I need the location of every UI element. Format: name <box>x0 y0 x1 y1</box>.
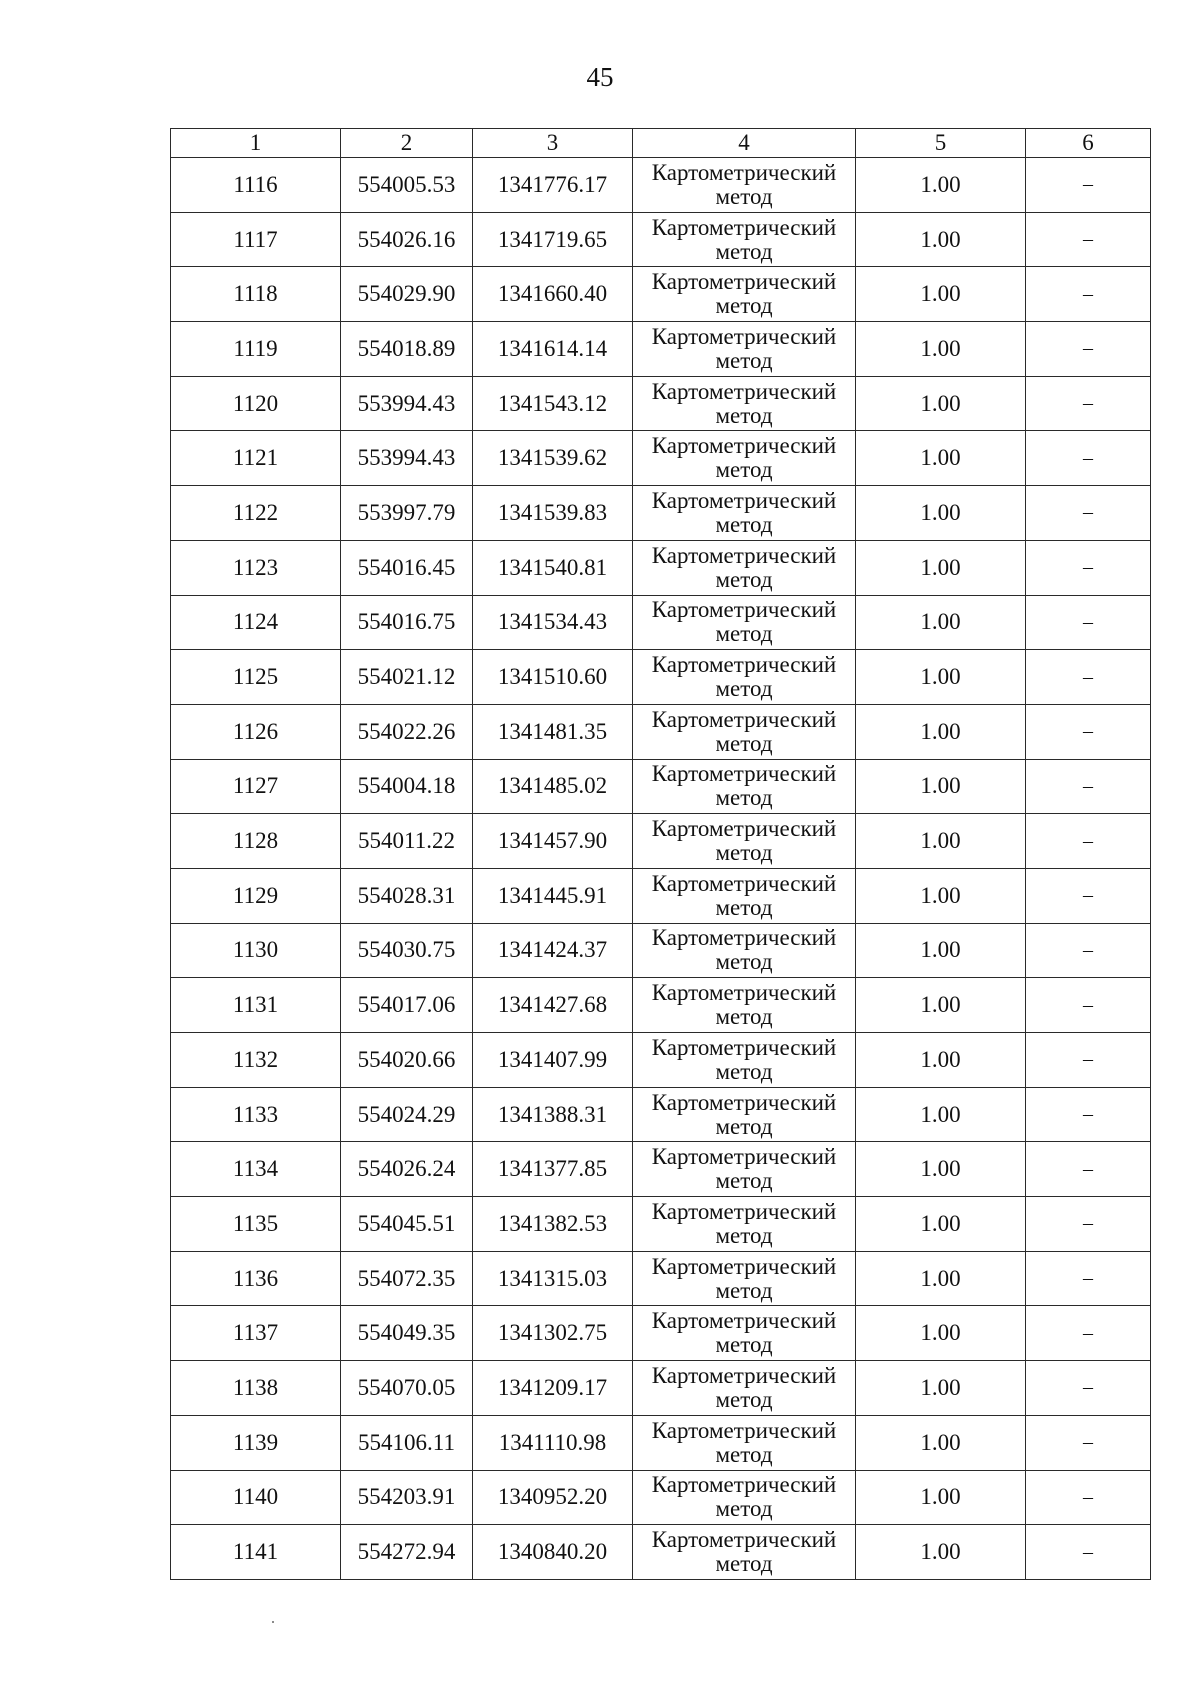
point-number-cell: 1134 <box>171 1142 341 1197</box>
x-coordinate-cell: 554045.51 <box>341 1197 473 1252</box>
method-line-2: метод <box>715 949 773 975</box>
method-cell <box>633 1251 856 1306</box>
note-cell: – <box>1026 814 1151 869</box>
scan-speck <box>272 1621 274 1623</box>
note-cell: – <box>1026 486 1151 541</box>
y-coordinate-cell: 1341776.17 <box>473 158 633 213</box>
method-cell <box>633 431 856 486</box>
method-line-2: метод <box>715 1004 773 1030</box>
column-header-3: 3 <box>473 129 633 158</box>
method-line-2: метод <box>715 566 773 592</box>
y-coordinate-cell: 1341539.83 <box>473 486 633 541</box>
method-line-2: метод <box>715 676 773 702</box>
method-cell <box>633 1525 856 1580</box>
method-line-1: Картометрический <box>651 597 837 623</box>
method-line-1: Картометрический <box>651 433 837 459</box>
x-coordinate-cell: 554024.29 <box>341 1087 473 1142</box>
method-line-2: метод <box>715 840 773 866</box>
note-cell: – <box>1026 650 1151 705</box>
method-cell <box>633 1306 856 1361</box>
table-row <box>171 1306 1151 1361</box>
method-cell <box>633 1087 856 1142</box>
column-header-5: 5 <box>856 129 1026 158</box>
method-cell <box>633 267 856 322</box>
method-line-2: метод <box>715 1441 773 1467</box>
table-row <box>171 267 1151 322</box>
method-line-2: метод <box>715 183 773 209</box>
x-coordinate-cell: 554203.91 <box>341 1470 473 1525</box>
y-coordinate-cell: 1341719.65 <box>473 212 633 267</box>
table-row <box>171 212 1151 267</box>
note-cell: – <box>1026 322 1151 377</box>
method-cell <box>633 1470 856 1525</box>
accuracy-cell: 1.00 <box>856 650 1026 705</box>
method-line-1: Картометрический <box>651 1472 837 1498</box>
method-line-2: метод <box>715 1277 773 1303</box>
x-coordinate-cell: 554016.75 <box>341 595 473 650</box>
point-number-cell: 1137 <box>171 1306 341 1361</box>
accuracy-cell: 1.00 <box>856 212 1026 267</box>
method-cell <box>633 212 856 267</box>
table-row <box>171 1087 1151 1142</box>
method-line-1: Картометрический <box>651 159 837 185</box>
x-coordinate-cell: 554005.53 <box>341 158 473 213</box>
method-cell <box>633 650 856 705</box>
method-line-1: Картометрический <box>651 1089 837 1115</box>
y-coordinate-cell: 1341427.68 <box>473 978 633 1033</box>
method-cell <box>633 1361 856 1416</box>
method-line-2: метод <box>715 457 773 483</box>
method-line-2: метод <box>715 511 773 537</box>
y-coordinate-cell: 1341614.14 <box>473 322 633 377</box>
method-line-1: Картометрический <box>651 761 837 787</box>
note-cell: – <box>1026 1251 1151 1306</box>
method-line-1: Картометрический <box>651 269 837 295</box>
table-row <box>171 814 1151 869</box>
y-coordinate-cell: 1341540.81 <box>473 540 633 595</box>
x-coordinate-cell: 554021.12 <box>341 650 473 705</box>
method-line-2: метод <box>715 1496 773 1522</box>
note-cell: – <box>1026 759 1151 814</box>
x-coordinate-cell: 554026.24 <box>341 1142 473 1197</box>
table-row <box>171 1470 1151 1525</box>
point-number-cell: 1131 <box>171 978 341 1033</box>
table-body <box>171 158 1151 1580</box>
method-line-2: метод <box>715 1551 773 1577</box>
column-header-6: 6 <box>1026 129 1151 158</box>
table-row <box>171 704 1151 759</box>
method-line-2: метод <box>715 238 773 264</box>
point-number-cell: 1129 <box>171 868 341 923</box>
method-line-1: Картометрический <box>651 706 837 732</box>
table-row <box>171 376 1151 431</box>
accuracy-cell: 1.00 <box>856 704 1026 759</box>
method-cell <box>633 814 856 869</box>
accuracy-cell: 1.00 <box>856 1361 1026 1416</box>
accuracy-cell: 1.00 <box>856 1525 1026 1580</box>
method-line-1: Картометрический <box>651 487 837 513</box>
note-cell: – <box>1026 1197 1151 1252</box>
table-row <box>171 759 1151 814</box>
accuracy-cell: 1.00 <box>856 978 1026 1033</box>
y-coordinate-cell: 1341377.85 <box>473 1142 633 1197</box>
accuracy-cell: 1.00 <box>856 486 1026 541</box>
x-coordinate-cell: 554030.75 <box>341 923 473 978</box>
y-coordinate-cell: 1341660.40 <box>473 267 633 322</box>
y-coordinate-cell: 1341382.53 <box>473 1197 633 1252</box>
column-header-2: 2 <box>341 129 473 158</box>
method-cell <box>633 978 856 1033</box>
note-cell: – <box>1026 1415 1151 1470</box>
point-number-cell: 1125 <box>171 650 341 705</box>
point-number-cell: 1128 <box>171 814 341 869</box>
point-number-cell: 1141 <box>171 1525 341 1580</box>
method-line-2: метод <box>715 1058 773 1084</box>
table-header <box>171 129 1151 158</box>
note-cell: – <box>1026 1525 1151 1580</box>
method-cell <box>633 759 856 814</box>
x-coordinate-cell: 554020.66 <box>341 1033 473 1088</box>
method-line-1: Картометрический <box>651 816 837 842</box>
method-line-1: Картометрический <box>651 1253 837 1279</box>
method-line-2: метод <box>715 785 773 811</box>
x-coordinate-cell: 554106.11 <box>341 1415 473 1470</box>
method-line-2: метод <box>715 730 773 756</box>
table-row <box>171 158 1151 213</box>
coordinates-table <box>170 128 1151 1580</box>
point-number-cell: 1127 <box>171 759 341 814</box>
point-number-cell: 1126 <box>171 704 341 759</box>
header-row <box>171 129 1151 158</box>
table-row <box>171 431 1151 486</box>
method-cell <box>633 595 856 650</box>
method-line-2: метод <box>715 621 773 647</box>
accuracy-cell: 1.00 <box>856 1470 1026 1525</box>
method-line-2: метод <box>715 1332 773 1358</box>
method-cell <box>633 322 856 377</box>
accuracy-cell: 1.00 <box>856 814 1026 869</box>
method-cell <box>633 1197 856 1252</box>
method-line-1: Картометрический <box>651 323 837 349</box>
x-coordinate-cell: 554016.45 <box>341 540 473 595</box>
table-row <box>171 1033 1151 1088</box>
accuracy-cell: 1.00 <box>856 868 1026 923</box>
table-row <box>171 1415 1151 1470</box>
point-number-cell: 1135 <box>171 1197 341 1252</box>
method-line-1: Картометрический <box>651 652 837 678</box>
method-line-1: Картометрический <box>651 1198 837 1224</box>
accuracy-cell: 1.00 <box>856 1087 1026 1142</box>
method-cell <box>633 1142 856 1197</box>
x-coordinate-cell: 554029.90 <box>341 267 473 322</box>
accuracy-cell: 1.00 <box>856 1142 1026 1197</box>
note-cell: – <box>1026 704 1151 759</box>
method-cell <box>633 923 856 978</box>
accuracy-cell: 1.00 <box>856 540 1026 595</box>
y-coordinate-cell: 1341315.03 <box>473 1251 633 1306</box>
x-coordinate-cell: 554272.94 <box>341 1525 473 1580</box>
table-row <box>171 486 1151 541</box>
method-line-2: метод <box>715 293 773 319</box>
table-row <box>171 923 1151 978</box>
column-header-4: 4 <box>633 129 856 158</box>
note-cell: – <box>1026 540 1151 595</box>
method-cell <box>633 376 856 431</box>
note-cell: – <box>1026 1470 1151 1525</box>
accuracy-cell: 1.00 <box>856 1415 1026 1470</box>
method-line-1: Картометрический <box>651 1417 837 1443</box>
method-line-2: метод <box>715 1386 773 1412</box>
table-row <box>171 1251 1151 1306</box>
note-cell: – <box>1026 1033 1151 1088</box>
note-cell: – <box>1026 978 1151 1033</box>
method-cell <box>633 158 856 213</box>
point-number-cell: 1130 <box>171 923 341 978</box>
method-line-1: Картометрический <box>651 925 837 951</box>
method-line-2: метод <box>715 402 773 428</box>
method-line-1: Картометрический <box>651 1362 837 1388</box>
point-number-cell: 1119 <box>171 322 341 377</box>
method-line-1: Картометрический <box>651 1034 837 1060</box>
method-cell <box>633 486 856 541</box>
table-row <box>171 322 1151 377</box>
accuracy-cell: 1.00 <box>856 376 1026 431</box>
method-line-2: метод <box>715 1168 773 1194</box>
note-cell: – <box>1026 1142 1151 1197</box>
y-coordinate-cell: 1340952.20 <box>473 1470 633 1525</box>
x-coordinate-cell: 554049.35 <box>341 1306 473 1361</box>
y-coordinate-cell: 1341485.02 <box>473 759 633 814</box>
method-cell <box>633 1415 856 1470</box>
y-coordinate-cell: 1341110.98 <box>473 1415 633 1470</box>
accuracy-cell: 1.00 <box>856 1251 1026 1306</box>
accuracy-cell: 1.00 <box>856 1197 1026 1252</box>
point-number-cell: 1132 <box>171 1033 341 1088</box>
accuracy-cell: 1.00 <box>856 322 1026 377</box>
method-line-1: Картометрический <box>651 980 837 1006</box>
x-coordinate-cell: 554018.89 <box>341 322 473 377</box>
y-coordinate-cell: 1341209.17 <box>473 1361 633 1416</box>
y-coordinate-cell: 1341445.91 <box>473 868 633 923</box>
point-number-cell: 1139 <box>171 1415 341 1470</box>
note-cell: – <box>1026 267 1151 322</box>
method-line-2: метод <box>715 1222 773 1248</box>
y-coordinate-cell: 1341388.31 <box>473 1087 633 1142</box>
method-cell <box>633 704 856 759</box>
point-number-cell: 1123 <box>171 540 341 595</box>
method-line-1: Картометрический <box>651 1144 837 1170</box>
x-coordinate-cell: 554011.22 <box>341 814 473 869</box>
accuracy-cell: 1.00 <box>856 923 1026 978</box>
note-cell: – <box>1026 376 1151 431</box>
accuracy-cell: 1.00 <box>856 267 1026 322</box>
point-number-cell: 1116 <box>171 158 341 213</box>
x-coordinate-cell: 554028.31 <box>341 868 473 923</box>
table-row <box>171 1142 1151 1197</box>
method-line-1: Картометрический <box>651 378 837 404</box>
point-number-cell: 1120 <box>171 376 341 431</box>
y-coordinate-cell: 1341302.75 <box>473 1306 633 1361</box>
accuracy-cell: 1.00 <box>856 1033 1026 1088</box>
x-coordinate-cell: 554017.06 <box>341 978 473 1033</box>
method-line-1: Картометрический <box>651 1527 837 1553</box>
point-number-cell: 1118 <box>171 267 341 322</box>
accuracy-cell: 1.00 <box>856 158 1026 213</box>
note-cell: – <box>1026 431 1151 486</box>
method-line-1: Картометрический <box>651 542 837 568</box>
page-number: 45 <box>586 62 614 92</box>
x-coordinate-cell: 553994.43 <box>341 376 473 431</box>
method-line-2: метод <box>715 894 773 920</box>
point-number-cell: 1122 <box>171 486 341 541</box>
note-cell: – <box>1026 212 1151 267</box>
point-number-cell: 1138 <box>171 1361 341 1416</box>
accuracy-cell: 1.00 <box>856 1306 1026 1361</box>
table-row <box>171 595 1151 650</box>
x-coordinate-cell: 554072.35 <box>341 1251 473 1306</box>
x-coordinate-cell: 553994.43 <box>341 431 473 486</box>
method-cell <box>633 868 856 923</box>
method-line-1: Картометрический <box>651 870 837 896</box>
note-cell: – <box>1026 868 1151 923</box>
note-cell: – <box>1026 1306 1151 1361</box>
y-coordinate-cell: 1341407.99 <box>473 1033 633 1088</box>
table-row <box>171 978 1151 1033</box>
table-row <box>171 1361 1151 1416</box>
y-coordinate-cell: 1341543.12 <box>473 376 633 431</box>
column-header-1: 1 <box>171 129 341 158</box>
table-row <box>171 1525 1151 1580</box>
table-row <box>171 650 1151 705</box>
y-coordinate-cell: 1341539.62 <box>473 431 633 486</box>
y-coordinate-cell: 1341457.90 <box>473 814 633 869</box>
point-number-cell: 1124 <box>171 595 341 650</box>
y-coordinate-cell: 1340840.20 <box>473 1525 633 1580</box>
method-cell <box>633 540 856 595</box>
table-row <box>171 1197 1151 1252</box>
accuracy-cell: 1.00 <box>856 431 1026 486</box>
method-line-2: метод <box>715 347 773 373</box>
table-row <box>171 868 1151 923</box>
accuracy-cell: 1.00 <box>856 595 1026 650</box>
y-coordinate-cell: 1341481.35 <box>473 704 633 759</box>
x-coordinate-cell: 554026.16 <box>341 212 473 267</box>
accuracy-cell: 1.00 <box>856 759 1026 814</box>
note-cell: – <box>1026 158 1151 213</box>
method-line-2: метод <box>715 1113 773 1139</box>
note-cell: – <box>1026 1087 1151 1142</box>
method-cell <box>633 1033 856 1088</box>
x-coordinate-cell: 554022.26 <box>341 704 473 759</box>
method-line-1: Картометрический <box>651 1308 837 1334</box>
note-cell: – <box>1026 595 1151 650</box>
y-coordinate-cell: 1341510.60 <box>473 650 633 705</box>
x-coordinate-cell: 553997.79 <box>341 486 473 541</box>
point-number-cell: 1140 <box>171 1470 341 1525</box>
method-line-1: Картометрический <box>651 214 837 240</box>
point-number-cell: 1133 <box>171 1087 341 1142</box>
point-number-cell: 1121 <box>171 431 341 486</box>
table-row <box>171 540 1151 595</box>
point-number-cell: 1117 <box>171 212 341 267</box>
y-coordinate-cell: 1341424.37 <box>473 923 633 978</box>
x-coordinate-cell: 554004.18 <box>341 759 473 814</box>
point-number-cell: 1136 <box>171 1251 341 1306</box>
note-cell: – <box>1026 923 1151 978</box>
note-cell: – <box>1026 1361 1151 1416</box>
y-coordinate-cell: 1341534.43 <box>473 595 633 650</box>
x-coordinate-cell: 554070.05 <box>341 1361 473 1416</box>
